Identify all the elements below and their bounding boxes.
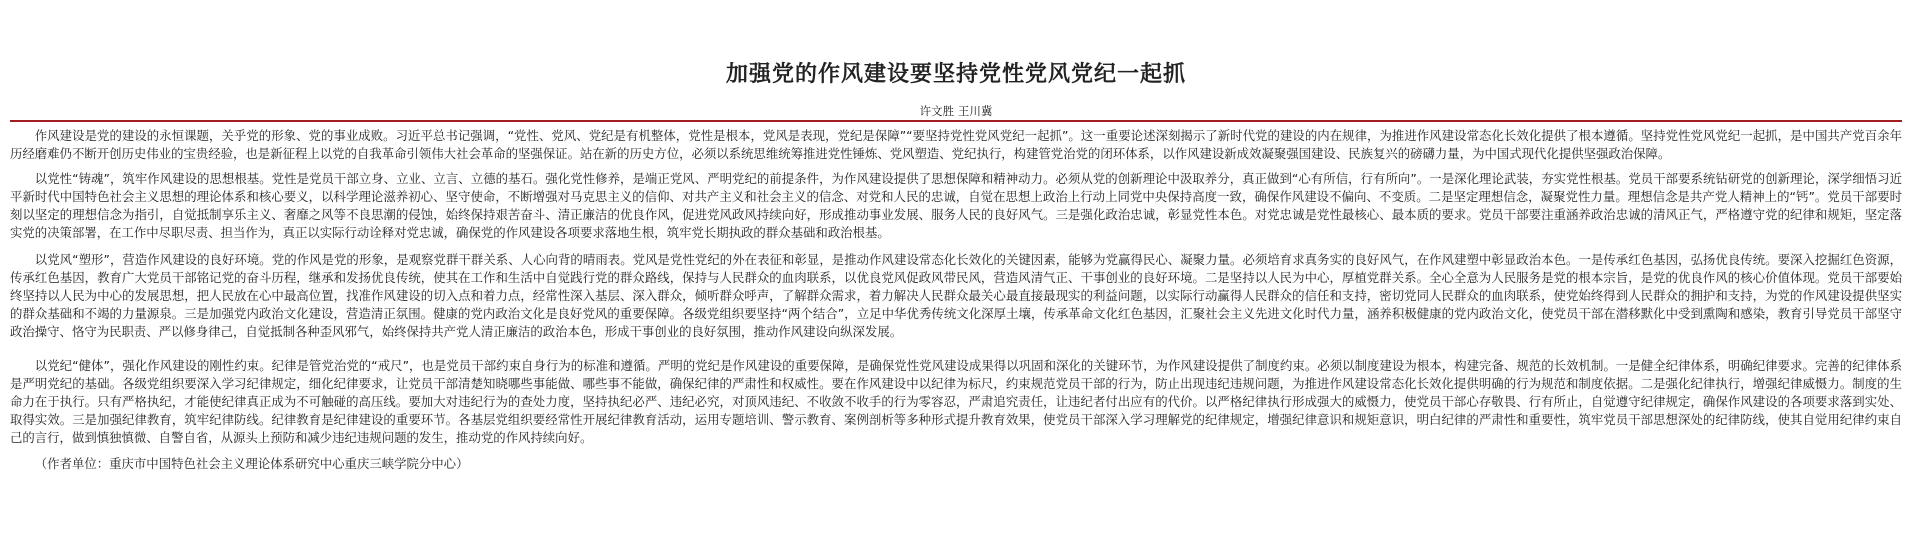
author-affiliation: （作者单位：重庆市中国特色社会主义理论体系研究中心重庆三峡学院分中心） bbox=[34, 456, 469, 471]
article-paragraph-intro: 作风建设是党的建设的永恒课题，关乎党的形象、党的事业成败。习近平总书记强调，“党性、党风、党纪是有机整体，党性是根本，党风是表现，党纪是保障”“要坚持党性党风党纪一起抓”。这一重要论述深刻揭示了新时代党的建设的内在规律，为推进作风建设常态化长效化提供了根本遵循。坚持党性党风党纪一起抓，是中国共产党百余年历经磨难仍不断开创历史伟业的宝贵经验，也是新征程上以党的自我革命引领伟大社会革命的坚强保证。站在新的历史方位，必须以系统思维统筹推进党性锤炼、党风塑造、党纪执行，构建管党治党的闭环体系，以作风建设新成效凝聚强国建设、民族复兴的磅礴力量，为中国式现代化提供坚强政治保障。 bbox=[10, 128, 1902, 161]
article-paragraph-party-style: 以党风“塑形”，营造作风建设的良好环境。党的作风是党的形象，是观察党群干群关系、人心向背的晴雨表。党风是党性党纪的外在表征和彰显，是推动作风建设常态化长效化的关键因素，能够为党赢得民心、凝聚力量。必须培育求真务实的良好风气，在作风建塑中彰显政治本色。一是传承红色基因，弘扬优良传统。要深入挖掘红色资源，传承红色基因，教育广大党员干部铭记党的奋斗历程，继承和发扬优良传统，使其在工作和生活中自觉践行党的群众路线，保持与人民群众的血肉联系，以优良党风促政风带民风，营造风清气正、干事创业的良好环境。二是坚持以人民为中心，厚植党群关系。全心全意为人民服务是党的根本宗旨，是党的优良作风的核心价值体现。党员干部要始终坚持以人民为中心的发展思想，把人民放在心中最高位置，找准作风建设的切入点和着力点，经常性深入基层、深入群众，倾听群众呼声，了解群众需求，着力解决人民群众最关心最直接最现实的利益问题，以实际行动赢得人民群众的信任和支持，密切党同人民群众的血肉联系，使党始终得到人民群众的拥护和支持，为党的作风建设提供坚实的群众基础和不竭的力量源泉。三是加强党内政治文化建设，营造清正氛围。健康的党内政治文化是良好党风的重要保障。各级党组织要坚持“两个结合”，立足中华优秀传统文化深厚土壤，传承革命文化红色基因，汇聚社会主义先进文化时代力量，涵养积极健康的党内政治文化，使党员干部在潜移默化中受到熏陶和感染，教育引导党员干部坚守政治操守、恪守为民职责、严以修身律己，自觉抵制各种歪风邪气，始终保持共产党人清正廉洁的政治本色，形成干事创业的良好氛围，推动作风建设向纵深发展。 bbox=[10, 252, 1902, 339]
title-divider bbox=[10, 120, 1902, 122]
article-title: 加强党的作风建设要坚持党性党风党纪一起抓 bbox=[725, 61, 1186, 87]
article-body bbox=[10, 127, 1902, 473]
article-paragraph-party-discipline: 以党纪“健体”，强化作风建设的刚性约束。纪律是管党治党的“戒尺”，也是党员干部约束自身行为的标准和遵循。严明的党纪是作风建设的重要保障，是确保党性党风建设成果得以巩固和深化的关键环节，为作风建设提供了制度约束。必须以制度建设为根本，构建完备、规范的长效机制。一是健全纪律体系，明确纪律要求。完善的纪律体系是严明党纪的基础。各级党组织要深入学习纪律规定，细化纪律要求，让党员干部清楚知晓哪些事能做、哪些事不能做，确保纪律的严肃性和权威性。要在作风建设中以纪律为标尺，约束规范党员干部的行为，防止出现违纪违规问题，为推进作风建设常态化长效化提供明确的行为规范和制度依据。二是强化纪律执行，增强纪律威慑力。制度的生命力在于执行。只有严格执纪，才能使纪律真正成为不可触碰的高压线。要加大对违纪行为的查处力度，坚持执纪必严、违纪必究，对顶风违纪、不收敛不收手的行为零容忍，严肃追究责任，让违纪者付出应有的代价。以严格纪律执行形成强大的威慑力，使党员干部心存敬畏、行有所止，自觉遵守纪律规定，确保作风建设的各项要求落到实处、取得实效。三是加强纪律教育，筑牢纪律防线。纪律教育是纪律建设的重要环节。各基层党组织要经常性开展纪律教育活动，运用专题培训、警示教育、案例剖析等多种形式提升教育效果，使党员干部深入学习理解党的纪律规定，增强纪律意识和规矩意识，明白纪律的严肃性和重要性，筑牢党员干部思想深处的纪律防线，使其自觉用纪律约束自己的言行，做到慎独慎微、自警自省，从源头上预防和减少违纪违规问题的发生，推动党的作风持续向好。 bbox=[10, 358, 1902, 445]
article-paragraph-party-spirit: 以党性“铸魂”，筑牢作风建设的思想根基。党性是党员干部立身、立业、立言、立德的基石。强化党性修养，是端正党风、严明党纪的前提条件，为作风建设提供了思想保障和精神动力。必须从党的创新理论中汲取养分，真正做到“心有所信，行有所向”。一是深化理论武装，夯实党性根基。党员干部要系统钻研党的创新理论，深学细悟习近平新时代中国特色社会主义思想的理论体系和核心要义，以科学理论滋养初心、坚守使命，不断增强对马克思主义的信仰、对共产主义和社会主义的信念、对党和人民的忠诚，自觉在思想上政治上行动上同党中央保持高度一致，确保作风建设不偏向、不变质。二是坚定理想信念，凝聚党性力量。理想信念是共产党人精神上的“钙”。党员干部要时刻以坚定的理想信念为指引，自觉抵制享乐主义、奢靡之风等不良思潮的侵蚀，始终保持艰苦奋斗、清正廉洁的优良作风，促进党风政风持续向好，形成推动事业发展、服务人民的良好风气。三是强化政治忠诚，彰显党性本色。对党忠诚是党性最核心、最本质的要求。党员干部要注重涵养政治忠诚的清风正气，严格遵守党的纪律和规矩，坚定落实党的决策部署，在工作中尽职尽责、担当作为，真正以实际行动诠释对党忠诚，确保党的作风建设各项要求落地生根，筑牢党长期执政的群众基础和政治根基。 bbox=[10, 171, 1902, 240]
article-authors: 许文胜 王川冀 bbox=[919, 104, 993, 118]
